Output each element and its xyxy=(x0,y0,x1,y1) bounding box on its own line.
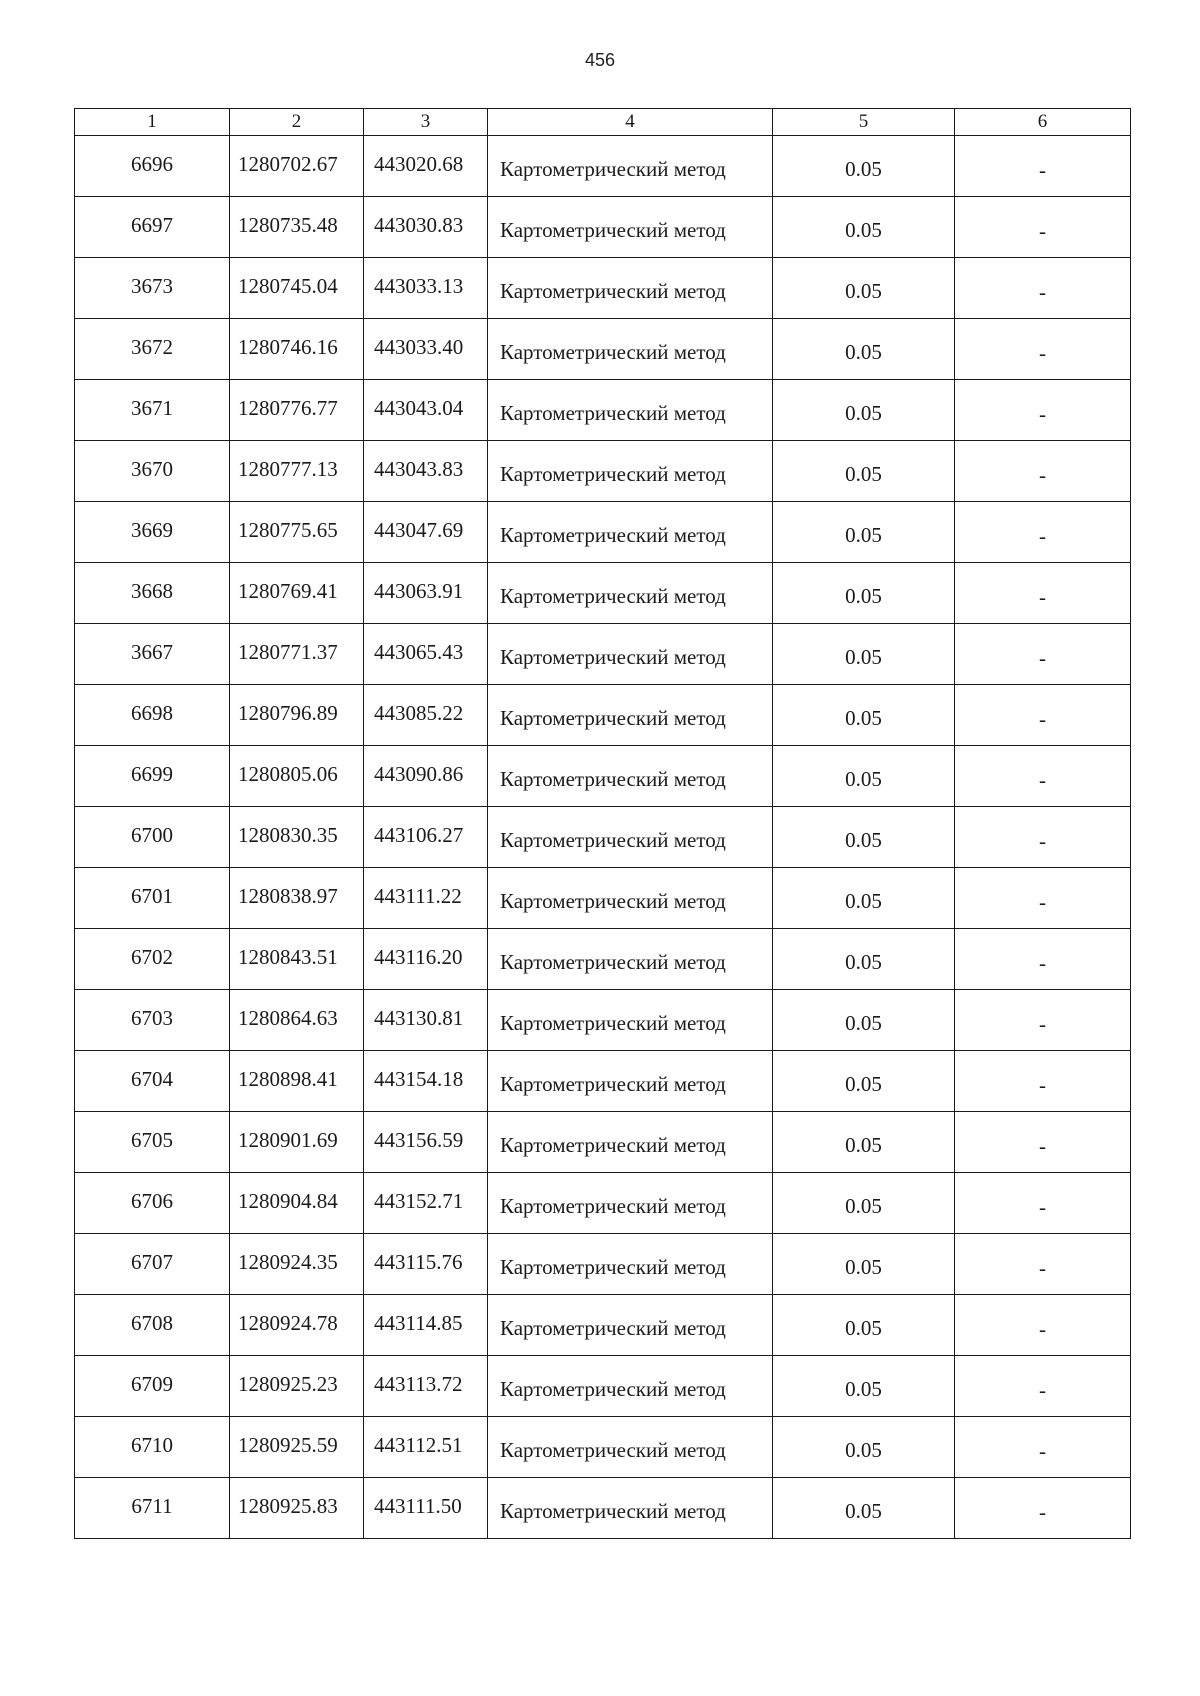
table-row xyxy=(75,868,1131,929)
accuracy-cell: 0.05 xyxy=(773,929,955,990)
y-coordinate-cell: 443033.40 xyxy=(364,319,488,380)
y-coordinate-cell: 443152.71 xyxy=(364,1173,488,1234)
method-cell: Картометрический метод xyxy=(488,1234,773,1295)
y-coordinate-cell: 443111.22 xyxy=(364,868,488,929)
x-coordinate-cell: 1280745.04 xyxy=(230,258,364,319)
x-coordinate-cell: 1280796.89 xyxy=(230,685,364,746)
note-cell: - xyxy=(955,563,1131,624)
table-row xyxy=(75,685,1131,746)
y-coordinate-cell: 443020.68 xyxy=(364,136,488,197)
method-cell: Картометрический метод xyxy=(488,990,773,1051)
method-cell: Картометрический метод xyxy=(488,563,773,624)
column-header-6: 6 xyxy=(955,109,1131,136)
column-header-2: 2 xyxy=(230,109,364,136)
point-number-cell: 6707 xyxy=(75,1234,230,1295)
accuracy-cell: 0.05 xyxy=(773,441,955,502)
point-number-cell: 3670 xyxy=(75,441,230,502)
accuracy-cell: 0.05 xyxy=(773,1173,955,1234)
point-number-cell: 6699 xyxy=(75,746,230,807)
table-row xyxy=(75,563,1131,624)
table-row xyxy=(75,1051,1131,1112)
note-cell: - xyxy=(955,929,1131,990)
x-coordinate-cell: 1280771.37 xyxy=(230,624,364,685)
method-cell: Картометрический метод xyxy=(488,1417,773,1478)
note-cell: - xyxy=(955,502,1131,563)
note-cell: - xyxy=(955,868,1131,929)
note-cell: - xyxy=(955,258,1131,319)
point-number-cell: 3667 xyxy=(75,624,230,685)
method-cell: Картометрический метод xyxy=(488,1478,773,1539)
method-cell: Картометрический метод xyxy=(488,319,773,380)
x-coordinate-cell: 1280843.51 xyxy=(230,929,364,990)
accuracy-cell: 0.05 xyxy=(773,136,955,197)
table-row xyxy=(75,1234,1131,1295)
note-cell: - xyxy=(955,624,1131,685)
x-coordinate-cell: 1280924.78 xyxy=(230,1295,364,1356)
x-coordinate-cell: 1280924.35 xyxy=(230,1234,364,1295)
point-number-cell: 3672 xyxy=(75,319,230,380)
y-coordinate-cell: 443111.50 xyxy=(364,1478,488,1539)
point-number-cell: 6698 xyxy=(75,685,230,746)
accuracy-cell: 0.05 xyxy=(773,746,955,807)
table-row xyxy=(75,380,1131,441)
column-header-5: 5 xyxy=(773,109,955,136)
y-coordinate-cell: 443106.27 xyxy=(364,807,488,868)
note-cell: - xyxy=(955,441,1131,502)
note-cell: - xyxy=(955,1295,1131,1356)
y-coordinate-cell: 443113.72 xyxy=(364,1356,488,1417)
method-cell: Картометрический метод xyxy=(488,685,773,746)
table-row xyxy=(75,1295,1131,1356)
note-cell: - xyxy=(955,1478,1131,1539)
page-number: 456 xyxy=(584,50,616,70)
x-coordinate-cell: 1280864.63 xyxy=(230,990,364,1051)
method-cell: Картометрический метод xyxy=(488,1112,773,1173)
x-coordinate-cell: 1280702.67 xyxy=(230,136,364,197)
table-row xyxy=(75,1112,1131,1173)
y-coordinate-cell: 443043.83 xyxy=(364,441,488,502)
point-number-cell: 6708 xyxy=(75,1295,230,1356)
column-header-4: 4 xyxy=(488,109,773,136)
table-row xyxy=(75,136,1131,197)
method-cell: Картометрический метод xyxy=(488,1295,773,1356)
method-cell: Картометрический метод xyxy=(488,929,773,990)
x-coordinate-cell: 1280925.59 xyxy=(230,1417,364,1478)
point-number-cell: 3671 xyxy=(75,380,230,441)
accuracy-cell: 0.05 xyxy=(773,1356,955,1417)
method-cell: Картометрический метод xyxy=(488,502,773,563)
y-coordinate-cell: 443085.22 xyxy=(364,685,488,746)
point-number-cell: 3673 xyxy=(75,258,230,319)
method-cell: Картометрический метод xyxy=(488,746,773,807)
table-row xyxy=(75,624,1131,685)
note-cell: - xyxy=(955,380,1131,441)
y-coordinate-cell: 443047.69 xyxy=(364,502,488,563)
point-number-cell: 6705 xyxy=(75,1112,230,1173)
y-coordinate-cell: 443112.51 xyxy=(364,1417,488,1478)
x-coordinate-cell: 1280838.97 xyxy=(230,868,364,929)
accuracy-cell: 0.05 xyxy=(773,1112,955,1173)
point-number-cell: 6697 xyxy=(75,197,230,258)
accuracy-cell: 0.05 xyxy=(773,1051,955,1112)
table-row xyxy=(75,502,1131,563)
point-number-cell: 6711 xyxy=(75,1478,230,1539)
point-number-cell: 6703 xyxy=(75,990,230,1051)
table-header xyxy=(75,109,1131,136)
accuracy-cell: 0.05 xyxy=(773,868,955,929)
note-cell: - xyxy=(955,685,1131,746)
method-cell: Картометрический метод xyxy=(488,441,773,502)
x-coordinate-cell: 1280769.41 xyxy=(230,563,364,624)
point-number-cell: 3668 xyxy=(75,563,230,624)
method-cell: Картометрический метод xyxy=(488,197,773,258)
accuracy-cell: 0.05 xyxy=(773,990,955,1051)
accuracy-cell: 0.05 xyxy=(773,197,955,258)
x-coordinate-cell: 1280805.06 xyxy=(230,746,364,807)
note-cell: - xyxy=(955,136,1131,197)
accuracy-cell: 0.05 xyxy=(773,319,955,380)
table-row xyxy=(75,929,1131,990)
x-coordinate-cell: 1280777.13 xyxy=(230,441,364,502)
point-number-cell: 6710 xyxy=(75,1417,230,1478)
table-row xyxy=(75,990,1131,1051)
x-coordinate-cell: 1280901.69 xyxy=(230,1112,364,1173)
method-cell: Картометрический метод xyxy=(488,1356,773,1417)
note-cell: - xyxy=(955,1417,1131,1478)
accuracy-cell: 0.05 xyxy=(773,258,955,319)
table-row xyxy=(75,1417,1131,1478)
point-number-cell: 6706 xyxy=(75,1173,230,1234)
y-coordinate-cell: 443116.20 xyxy=(364,929,488,990)
note-cell: - xyxy=(955,1234,1131,1295)
x-coordinate-cell: 1280735.48 xyxy=(230,197,364,258)
point-number-cell: 6702 xyxy=(75,929,230,990)
accuracy-cell: 0.05 xyxy=(773,380,955,441)
table-row xyxy=(75,319,1131,380)
accuracy-cell: 0.05 xyxy=(773,1295,955,1356)
method-cell: Картометрический метод xyxy=(488,380,773,441)
x-coordinate-cell: 1280898.41 xyxy=(230,1051,364,1112)
note-cell: - xyxy=(955,1356,1131,1417)
y-coordinate-cell: 443090.86 xyxy=(364,746,488,807)
header-row xyxy=(75,109,1131,136)
note-cell: - xyxy=(955,746,1131,807)
accuracy-cell: 0.05 xyxy=(773,685,955,746)
x-coordinate-cell: 1280904.84 xyxy=(230,1173,364,1234)
method-cell: Картометрический метод xyxy=(488,136,773,197)
note-cell: - xyxy=(955,1112,1131,1173)
note-cell: - xyxy=(955,319,1131,380)
table-row xyxy=(75,258,1131,319)
accuracy-cell: 0.05 xyxy=(773,1234,955,1295)
y-coordinate-cell: 443115.76 xyxy=(364,1234,488,1295)
y-coordinate-cell: 443154.18 xyxy=(364,1051,488,1112)
x-coordinate-cell: 1280776.77 xyxy=(230,380,364,441)
point-number-cell: 6709 xyxy=(75,1356,230,1417)
note-cell: - xyxy=(955,990,1131,1051)
table-row xyxy=(75,1356,1131,1417)
point-number-cell: 6701 xyxy=(75,868,230,929)
point-number-cell: 6696 xyxy=(75,136,230,197)
table-body xyxy=(75,136,1131,1539)
accuracy-cell: 0.05 xyxy=(773,1478,955,1539)
accuracy-cell: 0.05 xyxy=(773,807,955,868)
x-coordinate-cell: 1280830.35 xyxy=(230,807,364,868)
y-coordinate-cell: 443030.83 xyxy=(364,197,488,258)
point-number-cell: 6700 xyxy=(75,807,230,868)
note-cell: - xyxy=(955,1051,1131,1112)
x-coordinate-cell: 1280775.65 xyxy=(230,502,364,563)
method-cell: Картометрический метод xyxy=(488,868,773,929)
accuracy-cell: 0.05 xyxy=(773,563,955,624)
table-row xyxy=(75,197,1131,258)
y-coordinate-cell: 443033.13 xyxy=(364,258,488,319)
table-row xyxy=(75,1173,1131,1234)
method-cell: Картометрический метод xyxy=(488,624,773,685)
table-row xyxy=(75,807,1131,868)
x-coordinate-cell: 1280925.83 xyxy=(230,1478,364,1539)
y-coordinate-cell: 443063.91 xyxy=(364,563,488,624)
table-row xyxy=(75,441,1131,502)
y-coordinate-cell: 443043.04 xyxy=(364,380,488,441)
column-header-3: 3 xyxy=(364,109,488,136)
accuracy-cell: 0.05 xyxy=(773,624,955,685)
coordinates-table xyxy=(74,108,1131,1539)
point-number-cell: 6704 xyxy=(75,1051,230,1112)
y-coordinate-cell: 443130.81 xyxy=(364,990,488,1051)
note-cell: - xyxy=(955,807,1131,868)
method-cell: Картометрический метод xyxy=(488,807,773,868)
note-cell: - xyxy=(955,197,1131,258)
accuracy-cell: 0.05 xyxy=(773,1417,955,1478)
method-cell: Картометрический метод xyxy=(488,258,773,319)
table-row xyxy=(75,746,1131,807)
note-cell: - xyxy=(955,1173,1131,1234)
point-number-cell: 3669 xyxy=(75,502,230,563)
y-coordinate-cell: 443065.43 xyxy=(364,624,488,685)
accuracy-cell: 0.05 xyxy=(773,502,955,563)
y-coordinate-cell: 443114.85 xyxy=(364,1295,488,1356)
column-header-1: 1 xyxy=(75,109,230,136)
x-coordinate-cell: 1280746.16 xyxy=(230,319,364,380)
method-cell: Картометрический метод xyxy=(488,1051,773,1112)
x-coordinate-cell: 1280925.23 xyxy=(230,1356,364,1417)
y-coordinate-cell: 443156.59 xyxy=(364,1112,488,1173)
table-row xyxy=(75,1478,1131,1539)
method-cell: Картометрический метод xyxy=(488,1173,773,1234)
